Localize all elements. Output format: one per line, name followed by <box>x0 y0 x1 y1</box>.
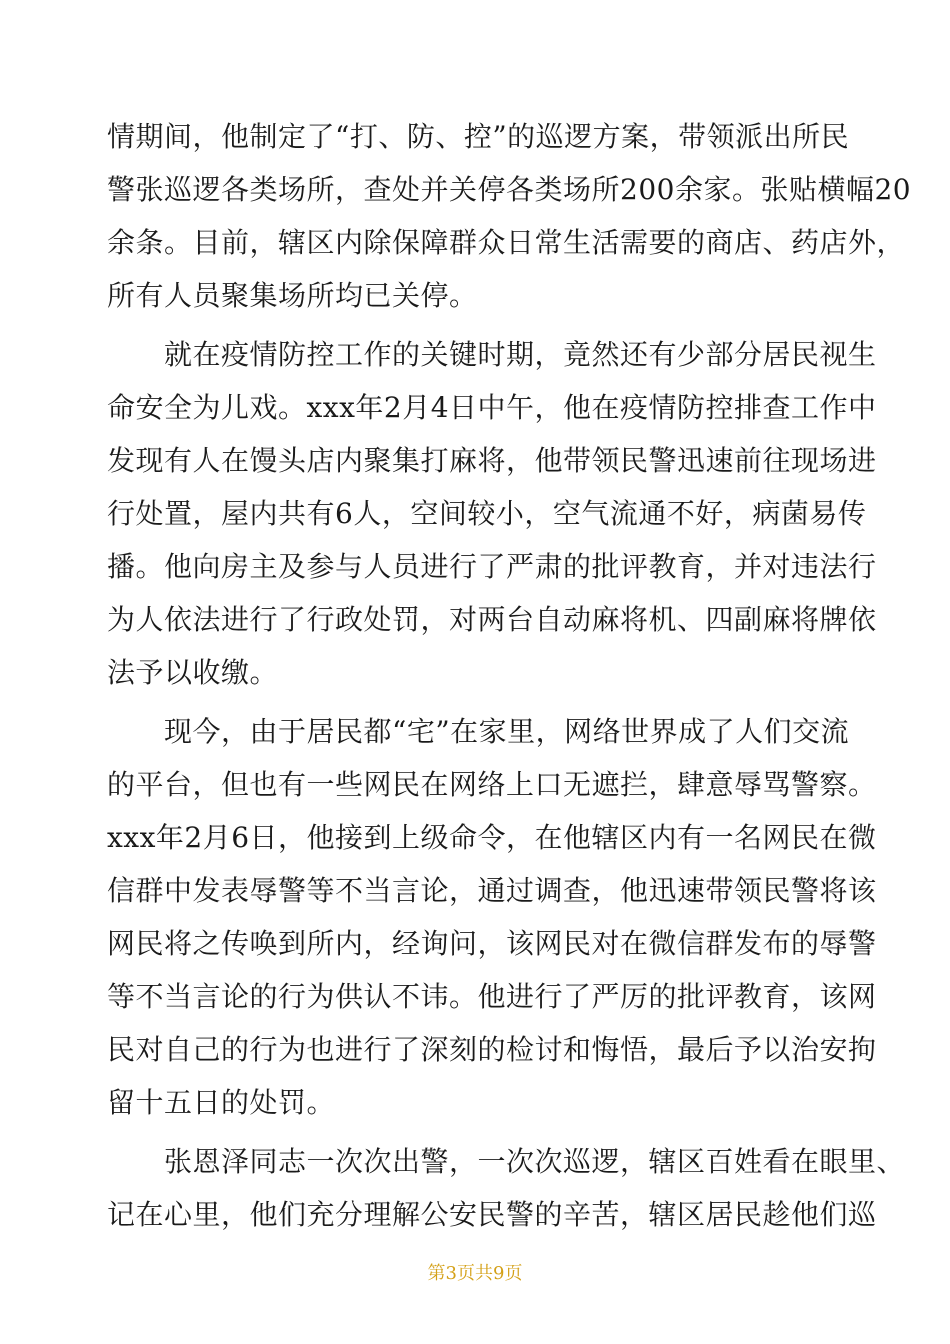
text-line: 张恩泽同志一次次出警，一次次巡逻，辖区百姓看在眼里、 <box>107 1145 906 1178</box>
text-line: 播。他向房主及参与人员进行了严肃的批评教育，并对违法行 <box>107 550 877 583</box>
text-line: 命安全为儿戏。xxx年2月4日中午，他在疫情防控排查工作中 <box>107 391 877 424</box>
text-line: 所有人员聚集场所均已关停。 <box>107 279 478 312</box>
text-line: 法予以收缴。 <box>107 656 279 689</box>
text-line: 网民将之传唤到所内，经询问，该网民对在微信群发布的辱警 <box>107 927 877 960</box>
text-line: 的平台，但也有一些网民在网络上口无遮拦，肆意辱骂警察。 <box>107 768 877 801</box>
page-footer: 第3页共9页 <box>427 1263 523 1284</box>
text-line: 民对自己的行为也进行了深刻的检讨和悔悟，最后予以治安拘 <box>107 1033 877 1066</box>
text-line: 等不当言论的行为供认不讳。他进行了严厉的批评教育，该网 <box>107 980 877 1013</box>
text-line: 信群中发表辱警等不当言论，通过调查，他迅速带领民警将该 <box>107 874 877 907</box>
text-line: 余条。目前，辖区内除保障群众日常生活需要的商店、药店外， <box>107 226 906 259</box>
text-line: 为人依法进行了行政处罚，对两台自动麻将机、四副麻将牌依 <box>107 603 877 636</box>
body-text <box>107 110 912 1241</box>
text-line: 记在心里，他们充分理解公安民警的辛苦，辖区居民趁他们巡 <box>107 1198 877 1231</box>
text-line: 发现有人在馒头店内聚集打麻将，他带领民警迅速前往现场进 <box>107 444 877 477</box>
text-line: xxx年2月6日，他接到上级命令，在他辖区内有一名网民在微 <box>107 821 877 854</box>
text-line: 留十五日的处罚。 <box>107 1086 336 1119</box>
text-line: 情期间，他制定了“打、防、控”的巡逻方案，带领派出所民 <box>107 120 850 153</box>
text-line: 警张巡逻各类场所，查处并关停各类场所200余家。张贴横幅20 <box>107 173 912 206</box>
text-line: 现今，由于居民都“宅”在家里，网络世界成了人们交流 <box>107 715 850 748</box>
text-line: 就在疫情防控工作的关键时期，竟然还有少部分居民视生 <box>107 338 877 371</box>
text-line: 行处置，屋内共有6人，空间较小，空气流通不好，病菌易传 <box>107 497 867 530</box>
